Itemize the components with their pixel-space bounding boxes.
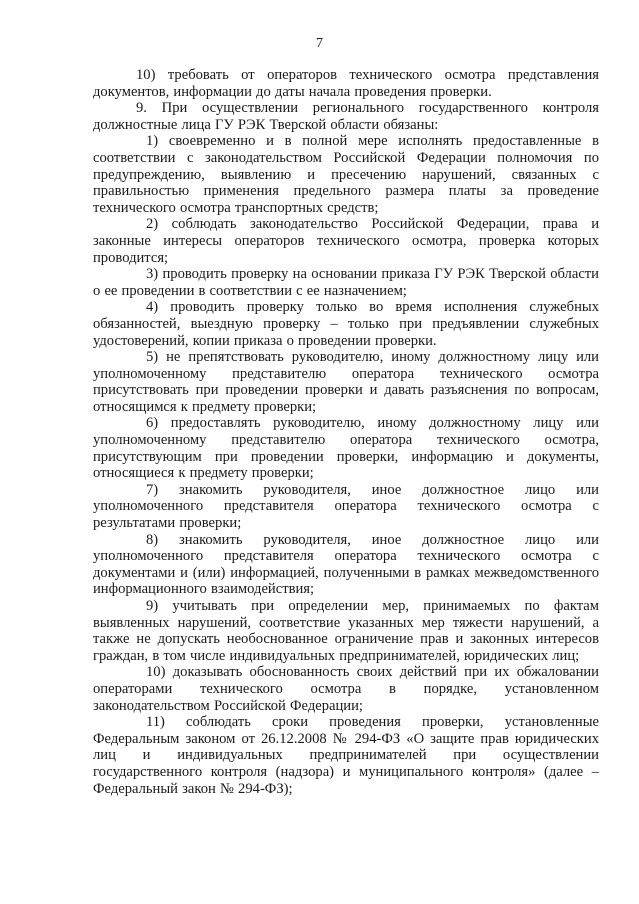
paragraph-duty-7: 7) знакомить руководителя, иное должностное лицо или уполномоченного представителя оператора технического осмотра с результатами проверки; (93, 481, 599, 532)
paragraph-duty-11: 11) соблюдать сроки проведения проверки, установленные Федеральным законом от 26.12.2008 № 294-ФЗ «О защите прав юридических лиц и индивидуальных предпринимателей при осуществлении государственного контроля (надзора) и муниципального контроля» (далее – Федеральный закон № 294-ФЗ); (93, 714, 599, 797)
paragraph-duty-5: 5) не препятствовать руководителю, иному должностному лицу или уполномоченному представителю оператора технического осмотра присутствовать при проведении проверки и давать разъяснения по вопросам, относящимся к предмету проверки; (93, 349, 599, 415)
paragraph-duty-1: 1) своевременно и в полной мере исполнять предоставленные в соответствии с законодательством Российской Федерации полномочия по предупреждению, выявлению и пресечению нарушений, связанных с правильностью применения предельного размера платы за проведение технического осмотра транспортных средств; (93, 133, 599, 216)
paragraph-duty-6: 6) предоставлять руководителю, иному должностному лицу или уполномоченному представителю оператора технического осмотра, присутствующим при проведении проверки, информацию и документы, относящиеся к предмету проверки; (93, 415, 599, 482)
document-body (93, 67, 599, 797)
paragraph-item-10-demand-documents: 10) требовать от операторов технического осмотра представления документов, информации до даты начала проведения проверки. (93, 67, 599, 100)
paragraph-duty-9: 9) учитывать при определении мер, принимаемых по фактам выявленных нарушений, соответствие указанных мер тяжести нарушений, а также не допускать необоснованное ограничение прав и законных интересов граждан, в том числе индивидуальных предпринимателей, юридических лиц; (93, 598, 599, 664)
paragraph-duty-8: 8) знакомить руководителя, иное должностное лицо или уполномоченного представителя оператора технического осмотра с документами и (или) информацией, полученными в рамках межведомственного информационного взаимодействия; (93, 531, 599, 598)
paragraph-duty-3: 3) проводить проверку на основании приказа ГУ РЭК Тверской области о ее проведении в соответствии с ее назначением; (93, 266, 599, 299)
paragraph-section-9-heading: 9. При осуществлении регионального государственного контроля должностные лица ГУ РЭК Тверской области обязаны: (93, 100, 599, 133)
paragraph-duty-4: 4) проводить проверку только во время исполнения служебных обязанностей, выездную проверку – только при предъявлении служебных удостоверений, копии приказа о проведении проверки. (93, 299, 599, 349)
paragraph-duty-2: 2) соблюдать законодательство Российской Федерации, права и законные интересы операторов технического осмотра, проверка которых проводится; (93, 216, 599, 266)
page-number: 7 (316, 36, 323, 51)
paragraph-duty-10: 10) доказывать обоснованность своих действий при их обжаловании операторами технического осмотра в порядке, установленном законодательством Российской Федерации; (93, 664, 599, 714)
